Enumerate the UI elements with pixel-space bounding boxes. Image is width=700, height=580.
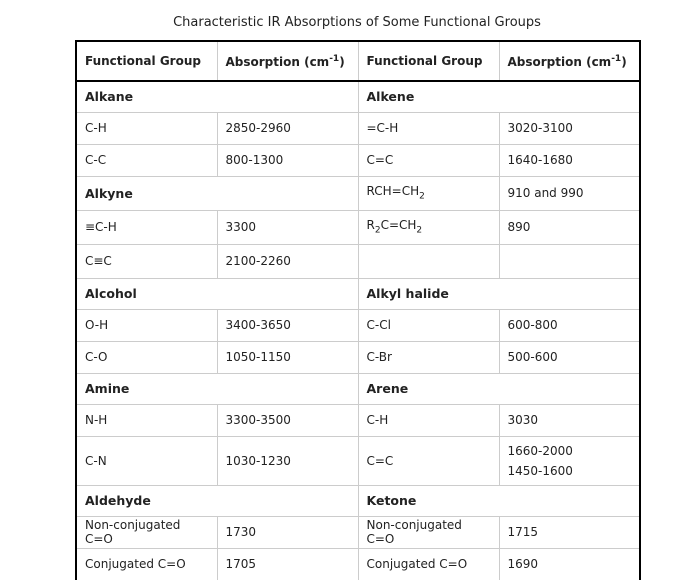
bond-cell: Conjugated C=O: [76, 548, 217, 580]
table-row: [76, 309, 640, 341]
bond-cell: C-H: [358, 404, 499, 436]
absorption-cell: 2100-2260: [217, 244, 358, 278]
group-name-alkyl-halide: Alkyl halide: [358, 278, 640, 309]
absorption-cell: 890: [499, 210, 640, 244]
group-name-alkane: Alkane: [76, 81, 358, 112]
absorption-cell: 1705: [217, 548, 358, 580]
bond-cell: C-O: [76, 341, 217, 373]
absorption-cell: 800-1300: [217, 144, 358, 176]
bond-cell: $RCH=CH_2$: [358, 176, 499, 210]
table-row: [76, 404, 640, 436]
group-name-ketone: Ketone: [358, 485, 640, 516]
table-row: [76, 210, 640, 244]
bond-cell: ≡C-H: [76, 210, 217, 244]
section-row: [76, 81, 640, 112]
bond-cell: $R_2C=CH_2$: [358, 210, 499, 244]
ir-absorption-table: [75, 40, 641, 580]
bond-cell: Non-conjugated C=O: [358, 516, 499, 548]
bond-cell: Non-conjugated C=O: [76, 516, 217, 548]
bond-cell: C-C: [76, 144, 217, 176]
bond-cell: =C-H: [358, 112, 499, 144]
absorption-cell: 3020-3100: [499, 112, 640, 144]
table-caption: Characteristic IR Absorptions of Some Functional Groups: [173, 15, 541, 30]
bond-cell: N-H: [76, 404, 217, 436]
bond-cell: C=C: [358, 436, 499, 485]
bond-cell: C≡C: [76, 244, 217, 278]
section-row: [76, 373, 640, 404]
bond-cell: C-N: [76, 436, 217, 485]
table-row: [76, 341, 640, 373]
absorption-cell: 1730: [217, 516, 358, 548]
absorption-cell: [499, 244, 640, 278]
absorption-cell: 1640-1680: [499, 144, 640, 176]
bond-cell: C-Br: [358, 341, 499, 373]
header-absorption: Absorption $(cm^{-1})$: [499, 41, 640, 81]
section-row: [76, 278, 640, 309]
group-name-alkene: Alkene: [358, 81, 640, 112]
group-name-alcohol: Alcohol: [76, 278, 358, 309]
bond-cell: O-H: [76, 309, 217, 341]
header-functional-group: Functional Group: [358, 41, 499, 81]
table-row: [76, 112, 640, 144]
group-name-amine: Amine: [76, 373, 358, 404]
group-name-aldehyde: Aldehyde: [76, 485, 358, 516]
table-row: [76, 548, 640, 580]
bond-cell: C=C: [358, 144, 499, 176]
absorption-cell: 1660-2000 1450-1600: [499, 436, 640, 485]
table-row: [76, 436, 640, 485]
section-row: [76, 176, 640, 210]
bond-cell: C-H: [76, 112, 217, 144]
absorption-cell: 3300-3500: [217, 404, 358, 436]
absorption-cell: 1030-1230: [217, 436, 358, 485]
table-header-row: [76, 41, 640, 81]
section-row: [76, 485, 640, 516]
table-row: [76, 244, 640, 278]
group-name-alkyne: Alkyne: [76, 176, 358, 210]
absorption-cell: 910 and 990: [499, 176, 640, 210]
absorption-cell: 500-600: [499, 341, 640, 373]
bond-cell: [358, 244, 499, 278]
absorption-cell: 1050-1150: [217, 341, 358, 373]
header-functional-group: Functional Group: [76, 41, 217, 81]
group-name-arene: Arene: [358, 373, 640, 404]
bond-cell: C-Cl: [358, 309, 499, 341]
absorption-cell: 2850-2960: [217, 112, 358, 144]
absorption-cell: 3400-3650: [217, 309, 358, 341]
bond-cell: Conjugated C=O: [358, 548, 499, 580]
absorption-cell: 600-800: [499, 309, 640, 341]
absorption-cell: 3300: [217, 210, 358, 244]
absorption-cell: 1690: [499, 548, 640, 580]
table-row: [76, 144, 640, 176]
absorption-cell: 3030: [499, 404, 640, 436]
header-absorption: Absorption $(cm^{-1})$: [217, 41, 358, 81]
absorption-cell: 1715: [499, 516, 640, 548]
table-row: [76, 516, 640, 548]
